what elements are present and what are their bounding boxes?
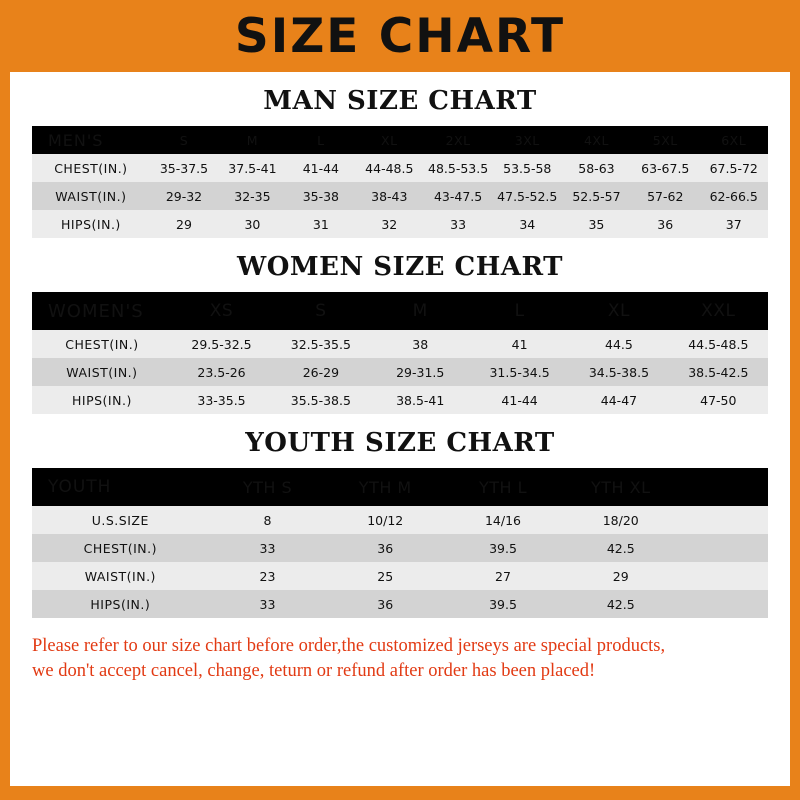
- women-header-row: [32, 292, 768, 330]
- women-row-label: WAIST(IN.): [32, 358, 172, 386]
- footer-note-line-2: we don't accept cancel, change, teturn or refund after order has been placed!: [32, 660, 596, 681]
- men-cell: 47.5-52.5: [493, 182, 562, 210]
- table-row: [32, 562, 768, 590]
- youth-cell: 10/12: [326, 506, 444, 534]
- footer-note-line-1: Please refer to our size chart before order,the customized jerseys are special products,: [32, 636, 666, 656]
- women-cell: 33-35.5: [172, 386, 271, 414]
- men-cell: 33: [424, 210, 493, 238]
- women-header-cell: M: [371, 292, 470, 330]
- men-section-title: MAN SIZE CHART: [263, 86, 537, 116]
- men-header-cell: 4XL: [562, 126, 631, 154]
- women-cell: 44.5: [569, 330, 668, 358]
- men-header-cell: XL: [355, 126, 423, 154]
- women-size-table: [32, 292, 768, 414]
- men-cell: 43-47.5: [424, 182, 493, 210]
- youth-cell-spacer: [680, 506, 768, 534]
- men-cell: 41-44: [287, 154, 355, 182]
- women-header-cell: WOMEN'S: [32, 292, 172, 330]
- women-cell: 38: [371, 330, 470, 358]
- youth-cell-spacer: [680, 590, 768, 618]
- men-section: [10, 86, 790, 238]
- footer-note: [32, 634, 768, 684]
- youth-section-title: YOUTH SIZE CHART: [245, 428, 555, 458]
- men-row-label: WAIST(IN.): [32, 182, 150, 210]
- youth-cell: 39.5: [444, 534, 562, 562]
- men-cell: 53.5-58: [493, 154, 562, 182]
- men-cell: 44-48.5: [355, 154, 423, 182]
- youth-row-label: WAIST(IN.): [32, 562, 209, 590]
- men-row-label: CHEST(IN.): [32, 154, 150, 182]
- men-cell: 29-32: [150, 182, 218, 210]
- youth-cell: 33: [209, 534, 327, 562]
- youth-row-label: U.S.SIZE: [32, 506, 209, 534]
- men-header-cell: 5XL: [631, 126, 699, 154]
- men-cell: 58-63: [562, 154, 631, 182]
- youth-cell: 25: [326, 562, 444, 590]
- youth-cell-spacer: [680, 562, 768, 590]
- youth-header-row: [32, 468, 768, 506]
- men-cell: 29: [150, 210, 218, 238]
- youth-header-cell: YTH L: [444, 468, 562, 506]
- women-header-cell: XXL: [669, 292, 768, 330]
- women-header-cell: XL: [569, 292, 668, 330]
- youth-cell: 27: [444, 562, 562, 590]
- men-cell: 63-67.5: [631, 154, 699, 182]
- youth-cell: 8: [209, 506, 327, 534]
- banner: [10, 0, 790, 72]
- men-header-cell: L: [287, 126, 355, 154]
- women-cell: 29.5-32.5: [172, 330, 271, 358]
- youth-header-cell: YTH S: [209, 468, 327, 506]
- women-cell: 35.5-38.5: [271, 386, 370, 414]
- men-header-cell: 2XL: [424, 126, 493, 154]
- youth-row-label: HIPS(IN.): [32, 590, 209, 618]
- women-row-label: CHEST(IN.): [32, 330, 172, 358]
- men-header-cell: 3XL: [493, 126, 562, 154]
- youth-section: [10, 428, 790, 618]
- women-section-title: WOMEN SIZE CHART: [237, 252, 563, 282]
- table-row: [32, 534, 768, 562]
- men-cell: 32: [355, 210, 423, 238]
- table-row: [32, 386, 768, 414]
- men-cell: 67.5-72: [699, 154, 768, 182]
- women-cell: 26-29: [271, 358, 370, 386]
- table-row: [32, 182, 768, 210]
- youth-cell: 42.5: [562, 590, 680, 618]
- men-cell: 35-38: [287, 182, 355, 210]
- youth-cell: 39.5: [444, 590, 562, 618]
- youth-cell: 36: [326, 590, 444, 618]
- table-row: [32, 210, 768, 238]
- women-cell: 41-44: [470, 386, 569, 414]
- women-cell: 41: [470, 330, 569, 358]
- men-cell: 36: [631, 210, 699, 238]
- men-cell: 38-43: [355, 182, 423, 210]
- youth-cell-spacer: [680, 534, 768, 562]
- youth-cell: 42.5: [562, 534, 680, 562]
- women-cell: 47-50: [669, 386, 768, 414]
- table-row: [32, 330, 768, 358]
- women-header-cell: L: [470, 292, 569, 330]
- youth-header-cell: YOUTH: [32, 468, 209, 506]
- men-cell: 34: [493, 210, 562, 238]
- men-header-cell: M: [218, 126, 286, 154]
- men-cell: 31: [287, 210, 355, 238]
- women-cell: 23.5-26: [172, 358, 271, 386]
- youth-header-cell: YTH XL: [562, 468, 680, 506]
- youth-size-table: [32, 468, 768, 618]
- women-row-label: HIPS(IN.): [32, 386, 172, 414]
- men-header-cell: MEN'S: [32, 126, 150, 154]
- table-row: [32, 358, 768, 386]
- men-row-label: HIPS(IN.): [32, 210, 150, 238]
- men-cell: 35-37.5: [150, 154, 218, 182]
- table-row: [32, 590, 768, 618]
- women-section: [10, 252, 790, 414]
- women-cell: 38.5-41: [371, 386, 470, 414]
- youth-cell: 14/16: [444, 506, 562, 534]
- men-cell: 52.5-57: [562, 182, 631, 210]
- women-header-cell: XS: [172, 292, 271, 330]
- youth-cell: 23: [209, 562, 327, 590]
- youth-cell: 29: [562, 562, 680, 590]
- youth-row-label: CHEST(IN.): [32, 534, 209, 562]
- women-cell: 38.5-42.5: [669, 358, 768, 386]
- women-cell: 31.5-34.5: [470, 358, 569, 386]
- youth-cell: 33: [209, 590, 327, 618]
- men-header-cell: S: [150, 126, 218, 154]
- youth-cell: 36: [326, 534, 444, 562]
- men-header-cell: 6XL: [699, 126, 768, 154]
- men-header-row: [32, 126, 768, 154]
- table-row: [32, 506, 768, 534]
- men-cell: 62-66.5: [699, 182, 768, 210]
- page-title: SIZE CHART: [234, 8, 566, 64]
- women-cell: 32.5-35.5: [271, 330, 370, 358]
- men-cell: 57-62: [631, 182, 699, 210]
- men-cell: 32-35: [218, 182, 286, 210]
- women-cell: 44.5-48.5: [669, 330, 768, 358]
- youth-cell: 18/20: [562, 506, 680, 534]
- men-size-table: [32, 126, 768, 238]
- bottom-accent-bar: [10, 786, 790, 800]
- women-cell: 29-31.5: [371, 358, 470, 386]
- women-cell: 44-47: [569, 386, 668, 414]
- women-cell: 34.5-38.5: [569, 358, 668, 386]
- women-header-cell: S: [271, 292, 370, 330]
- men-cell: 35: [562, 210, 631, 238]
- men-cell: 37.5-41: [218, 154, 286, 182]
- men-cell: 48.5-53.5: [424, 154, 493, 182]
- youth-header-cell: YTH M: [326, 468, 444, 506]
- youth-header-spacer: [680, 468, 768, 506]
- men-cell: 37: [699, 210, 768, 238]
- men-cell: 30: [218, 210, 286, 238]
- table-row: [32, 154, 768, 182]
